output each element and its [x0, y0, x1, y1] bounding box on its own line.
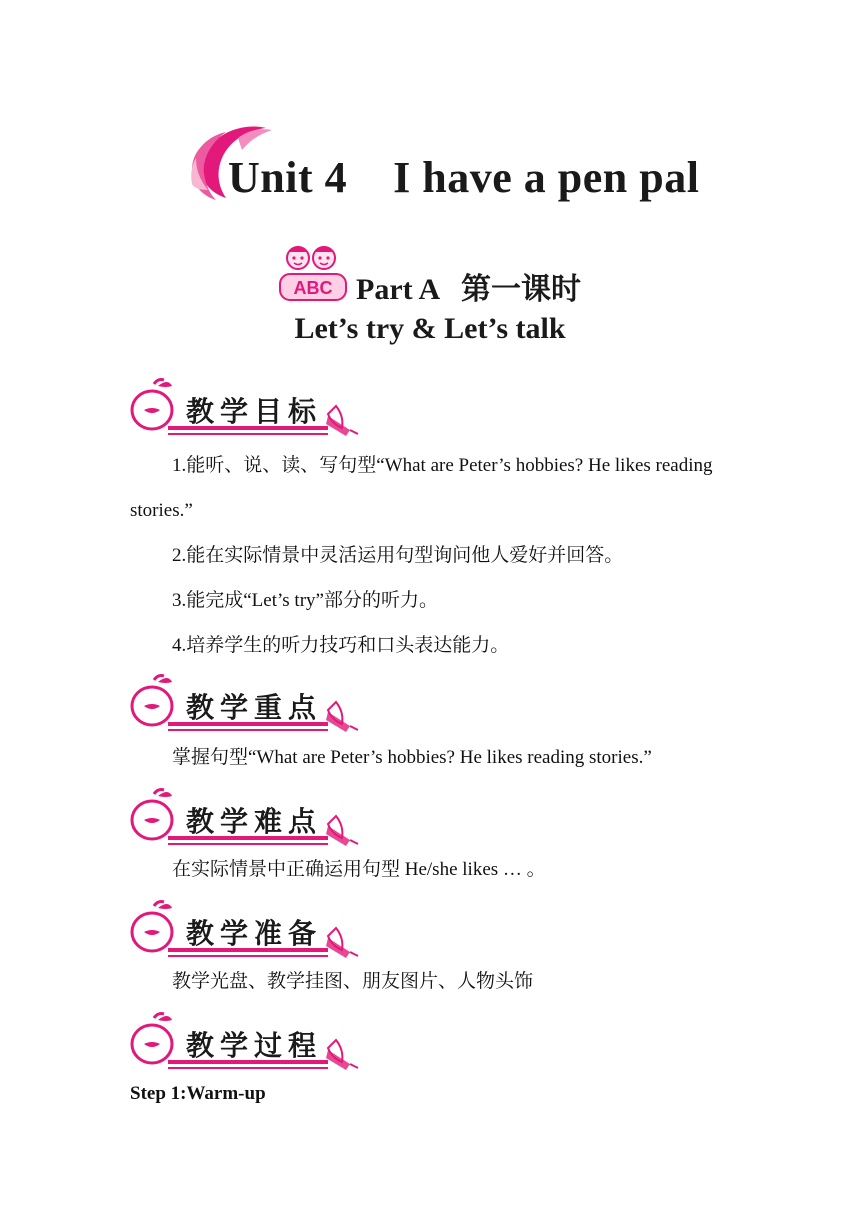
difficulties-text: 在实际情景中正确运用句型 He/she likes … 。: [172, 859, 546, 880]
part-title: Part A 第一课时: [356, 273, 581, 306]
part-heading: [276, 240, 636, 304]
lesson-subtitle: Let’s try & Let’s talk: [294, 312, 566, 345]
section-heading-text: 教学重点: [186, 691, 323, 724]
step-1-heading: Step 1:Warm-up: [130, 1083, 266, 1104]
objective-item-1: 1.能听、说、读、写句型“What are Peter’s hobbies? He likes reading: [172, 455, 713, 476]
objective-item-4: 4.培养学生的听力技巧和口头表达能力。: [172, 635, 510, 656]
objective-item-1-cont: stories.”: [130, 500, 193, 521]
section-heading-objectives: [128, 376, 368, 438]
section-heading-text: 教学难点: [186, 805, 323, 838]
kids-abc-badge-icon: [276, 240, 354, 304]
section-heading-text: 教学准备: [186, 917, 323, 950]
key-points-text: 掌握句型“What are Peter’s hobbies? He likes reading stories.”: [172, 747, 652, 768]
objective-item-3: 3.能完成“Let’s try”部分的听力。: [172, 590, 438, 611]
section-heading-process: [128, 1010, 368, 1072]
preparation-text: 教学光盘、教学挂图、朋友图片、人物头饰: [172, 971, 534, 992]
section-heading-difficulties: [128, 786, 368, 848]
section-heading-text: 教学过程: [186, 1029, 323, 1062]
unit-title-text: Unit 4 I have a pen pal: [228, 153, 700, 202]
unit-title: [186, 118, 746, 208]
section-heading-text: 教学目标: [186, 395, 323, 428]
objective-item-2: 2.能在实际情景中灵活运用句型询问他人爱好并回答。: [172, 545, 624, 566]
section-heading-key-points: [128, 672, 368, 734]
section-heading-preparation: [128, 898, 368, 960]
badge-text: ABC: [293, 278, 333, 298]
